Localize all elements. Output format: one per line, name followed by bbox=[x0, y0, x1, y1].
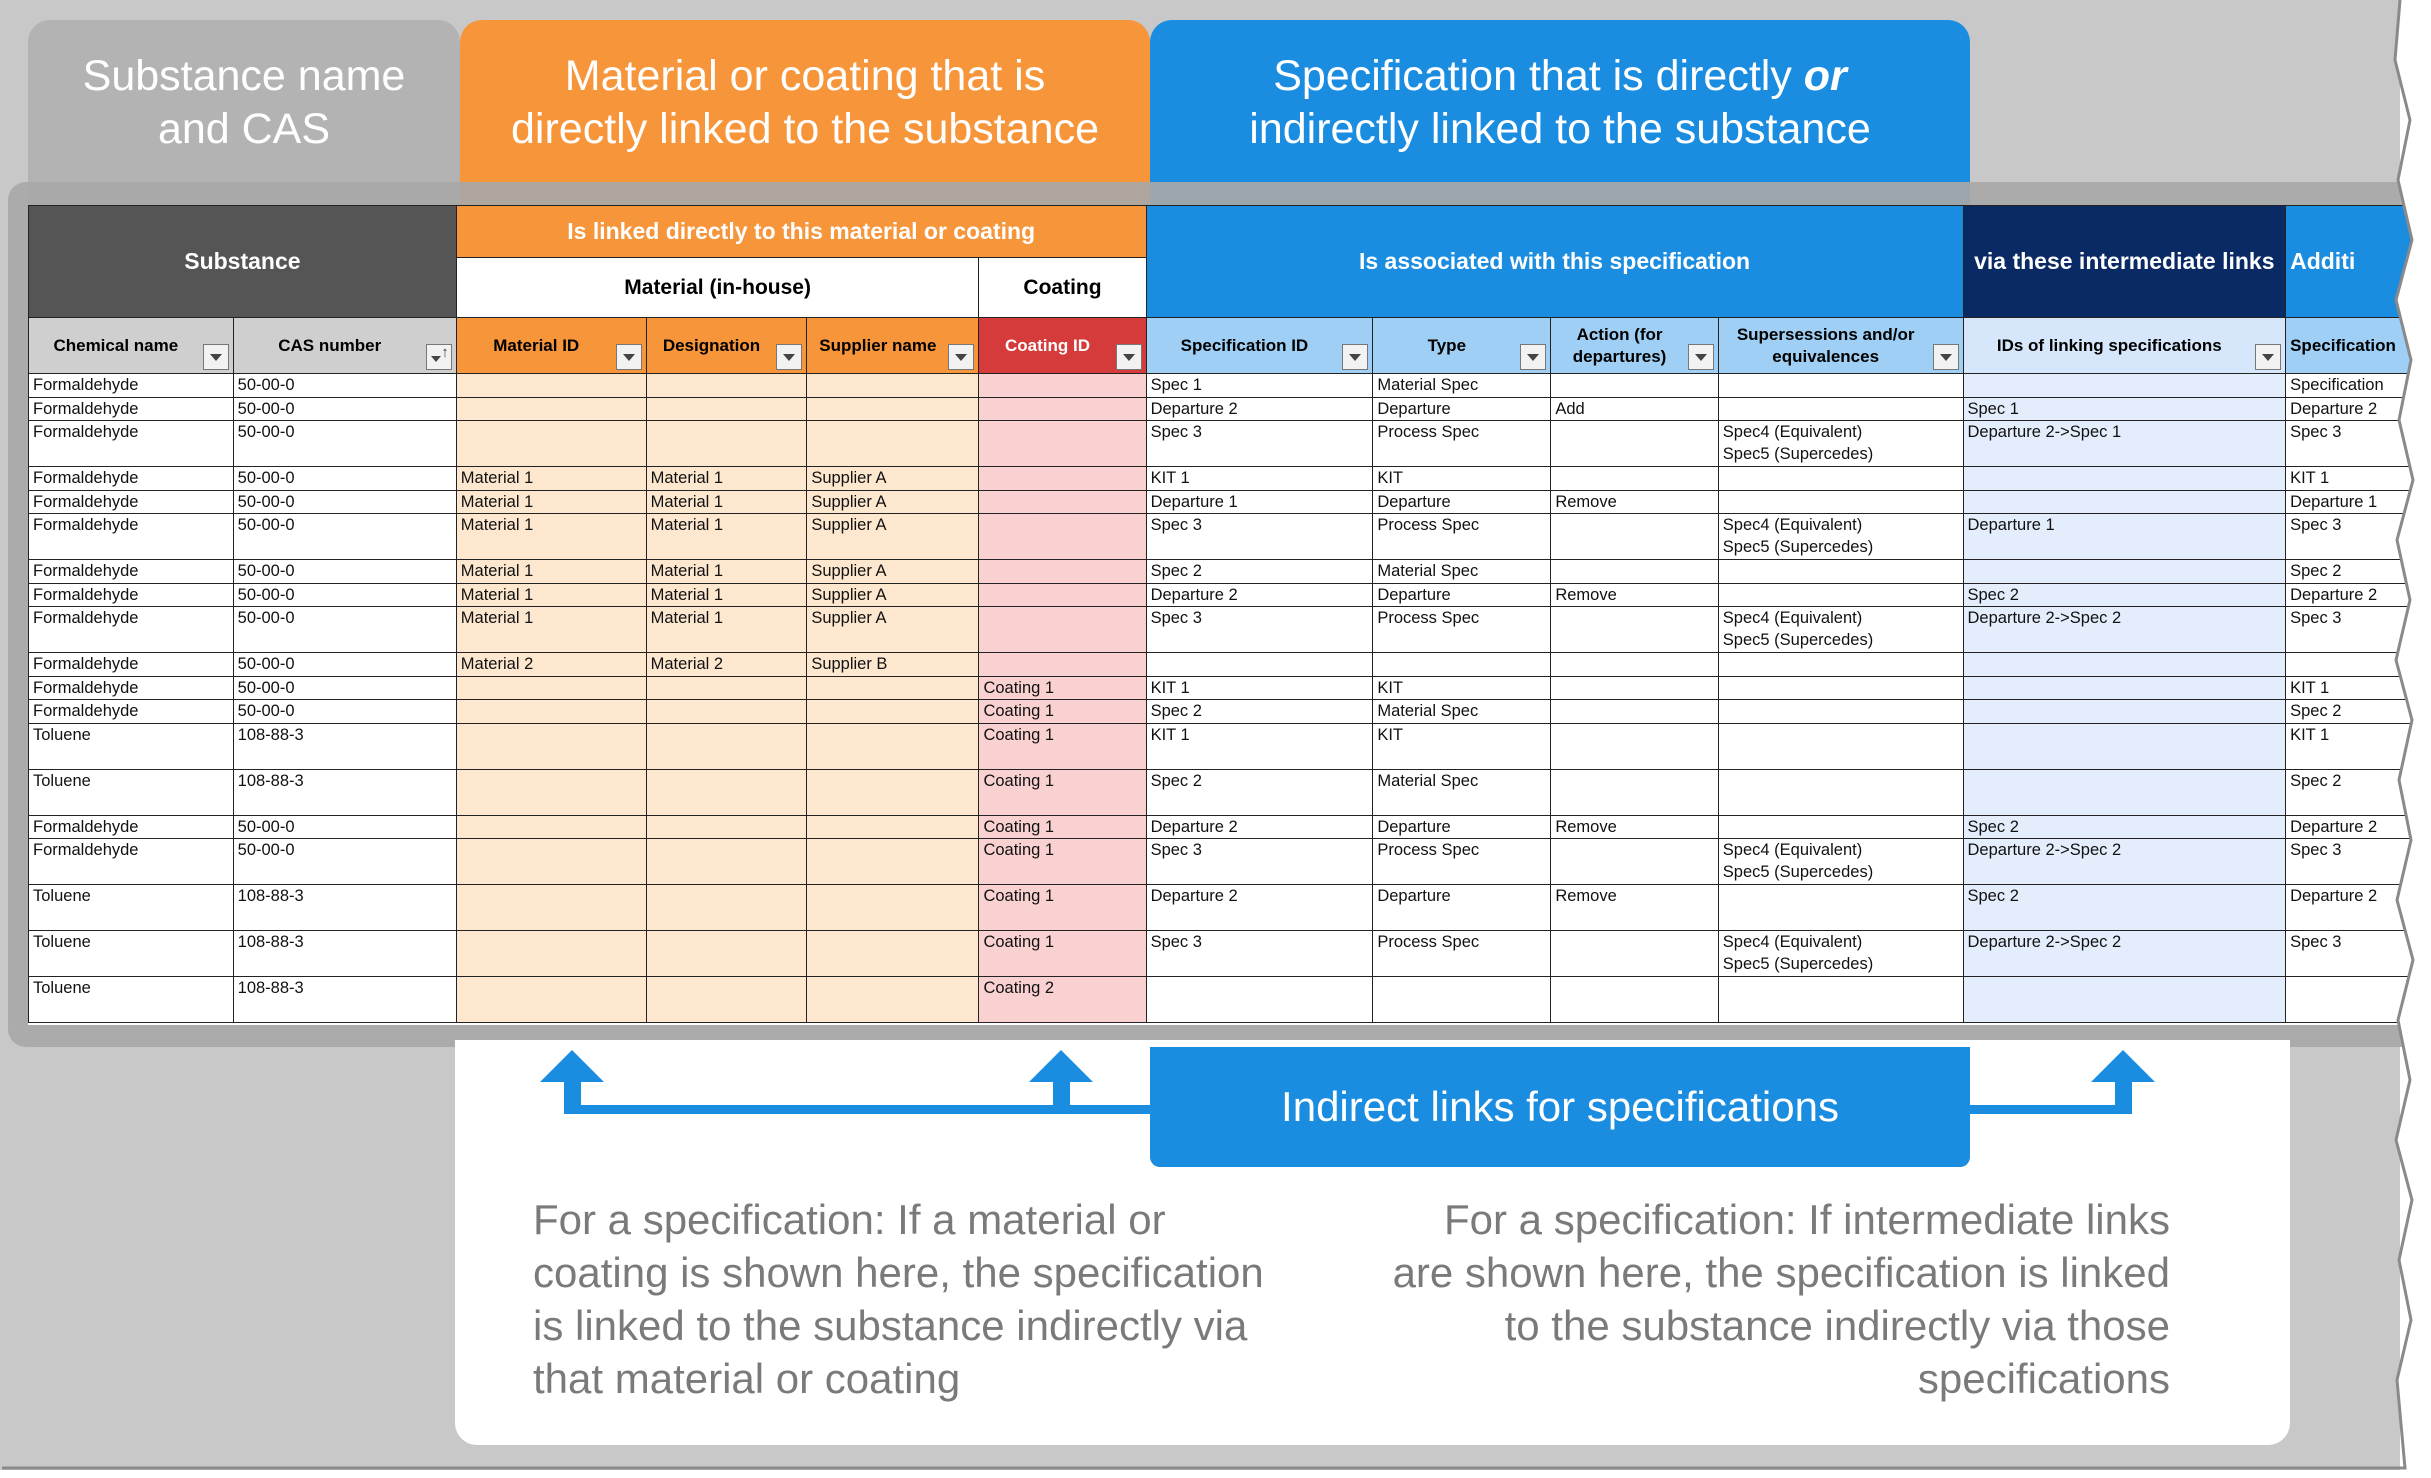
cell-action[interactable]: Remove bbox=[1551, 815, 1718, 839]
header-coating: Coating bbox=[979, 258, 1146, 318]
cell-cas-number[interactable]: 50-00-0 bbox=[233, 815, 456, 839]
header-additional: Additi bbox=[2286, 206, 2431, 318]
cell-designation[interactable]: Material 2 bbox=[646, 653, 807, 677]
supersession-line-2: Spec5 (Supercedes) bbox=[1722, 955, 1874, 973]
cell-specification-id[interactable]: Spec 1 bbox=[1146, 374, 1373, 398]
cell-type[interactable]: Material Spec bbox=[1373, 374, 1551, 398]
cell-chemical-name[interactable]: Formaldehyde bbox=[29, 815, 234, 839]
cell-action[interactable]: Remove bbox=[1551, 583, 1718, 607]
cell-additional-spec[interactable]: Departure 2 bbox=[2286, 885, 2431, 931]
cell-supplier-name[interactable]: Supplier A bbox=[807, 560, 979, 584]
cell-specification-id[interactable]: Spec 3 bbox=[1146, 839, 1373, 885]
supersession-line-1: Spec4 (Equivalent) bbox=[1722, 516, 1863, 534]
col-linking-ids-label: IDs of linking specifications bbox=[1996, 335, 2222, 355]
cell-cas-number[interactable]: 50-00-0 bbox=[233, 676, 456, 700]
cell-coating-id[interactable]: Coating 2 bbox=[979, 977, 1146, 1023]
cell-material-id[interactable]: Material 1 bbox=[456, 560, 646, 584]
cell-chemical-name[interactable]: Formaldehyde bbox=[29, 653, 234, 677]
cell-type[interactable]: Process Spec bbox=[1373, 839, 1551, 885]
cell-chemical-name[interactable]: Formaldehyde bbox=[29, 607, 234, 653]
cell-cas-number[interactable]: 108-88-3 bbox=[233, 769, 456, 815]
cell-chemical-name[interactable]: Formaldehyde bbox=[29, 397, 234, 421]
cell-material-id[interactable]: Material 2 bbox=[456, 653, 646, 677]
cell-linking-ids[interactable]: Spec 1 bbox=[1963, 397, 2286, 421]
col-coating-id-label: Coating ID bbox=[1005, 335, 1090, 355]
col-cas-number-label: CAS number bbox=[278, 335, 382, 355]
cell-chemical-name[interactable]: Formaldehyde bbox=[29, 700, 234, 724]
cell-coating-id[interactable]: Coating 1 bbox=[979, 676, 1146, 700]
cell-additional-spec[interactable]: Departure 2 bbox=[2286, 397, 2431, 421]
cell-coating-id[interactable]: Coating 1 bbox=[979, 723, 1146, 769]
cell-supplier-name[interactable]: Supplier A bbox=[807, 607, 979, 653]
cell-supplier-name[interactable]: Supplier B bbox=[807, 653, 979, 677]
banner-substance-text: Substance name and CAS bbox=[82, 52, 406, 153]
cell-action[interactable]: Remove bbox=[1551, 885, 1718, 931]
cell-type[interactable]: Process Spec bbox=[1373, 514, 1551, 560]
col-type-label: Type bbox=[1427, 335, 1467, 355]
cell-chemical-name[interactable]: Toluene bbox=[29, 723, 234, 769]
cell-cas-number[interactable]: 108-88-3 bbox=[233, 931, 456, 977]
cell-specification-id[interactable]: Spec 3 bbox=[1146, 607, 1373, 653]
cell-additional-spec[interactable]: Spec 3 bbox=[2286, 514, 2431, 560]
cell-additional-spec[interactable]: KIT 1 bbox=[2286, 467, 2431, 491]
cell-coating-id[interactable]: Coating 1 bbox=[979, 769, 1146, 815]
col-material-id-label: Material ID bbox=[493, 335, 580, 355]
cell-additional-spec[interactable]: Departure 2 bbox=[2286, 815, 2431, 839]
cell-linking-ids[interactable]: Departure 2->Spec 2 bbox=[1963, 607, 2286, 653]
supersession-line-1: Spec4 (Equivalent) bbox=[1722, 841, 1863, 859]
cell-type[interactable]: Departure bbox=[1373, 490, 1551, 514]
cell-coating-id[interactable]: Coating 1 bbox=[979, 885, 1146, 931]
cell-chemical-name[interactable]: Formaldehyde bbox=[29, 676, 234, 700]
cell-chemical-name[interactable]: Formaldehyde bbox=[29, 467, 234, 491]
cell-chemical-name[interactable]: Formaldehyde bbox=[29, 421, 234, 467]
header-intermediate-links: via these intermediate links bbox=[1963, 206, 2286, 318]
cell-type[interactable]: Process Spec bbox=[1373, 931, 1551, 977]
cell-cas-number[interactable]: 50-00-0 bbox=[233, 397, 456, 421]
header-material-inhouse: Material (in-house) bbox=[456, 258, 979, 318]
cell-cas-number[interactable]: 50-00-0 bbox=[233, 583, 456, 607]
cell-type[interactable]: KIT bbox=[1373, 676, 1551, 700]
cell-chemical-name[interactable]: Formaldehyde bbox=[29, 839, 234, 885]
cell-additional-spec[interactable]: Spec 3 bbox=[2286, 931, 2431, 977]
cell-specification-id[interactable]: KIT 1 bbox=[1146, 467, 1373, 491]
header-associated-spec: Is associated with this specification bbox=[1146, 206, 1963, 318]
cell-specification-id[interactable]: Spec 2 bbox=[1146, 700, 1373, 724]
cell-type[interactable]: Material Spec bbox=[1373, 769, 1551, 815]
cell-supplier-name[interactable]: Supplier A bbox=[807, 467, 979, 491]
indirect-links-label: Indirect links for specifications bbox=[1150, 1047, 1970, 1167]
cell-coating-id[interactable]: Coating 1 bbox=[979, 700, 1146, 724]
cell-designation[interactable]: Material 1 bbox=[646, 560, 807, 584]
cell-linking-ids[interactable]: Spec 2 bbox=[1963, 815, 2286, 839]
cell-specification-id[interactable]: Spec 3 bbox=[1146, 421, 1373, 467]
header-linked-material: Is linked directly to this material or coating bbox=[456, 206, 1146, 258]
cell-specification-id[interactable]: Spec 3 bbox=[1146, 514, 1373, 560]
col-chemical-name-label: Chemical name bbox=[53, 335, 179, 355]
cell-specification-id[interactable]: KIT 1 bbox=[1146, 723, 1373, 769]
cell-type[interactable]: Process Spec bbox=[1373, 421, 1551, 467]
supersession-line-1: Spec4 (Equivalent) bbox=[1722, 933, 1863, 951]
col-additional-spec-label: Specification bbox=[2290, 335, 2396, 355]
cell-material-id[interactable]: Material 1 bbox=[456, 607, 646, 653]
cell-designation[interactable]: Material 1 bbox=[646, 583, 807, 607]
note-right: For a specification: If intermediate links are shown here, the specification is linked to the substance indirectly via those specifications bbox=[1392, 1196, 2170, 1402]
cell-designation[interactable]: Material 1 bbox=[646, 490, 807, 514]
cell-additional-spec[interactable]: Spec 2 bbox=[2286, 769, 2431, 815]
cell-specification-id[interactable]: Departure 2 bbox=[1146, 815, 1373, 839]
cell-type[interactable]: Departure bbox=[1373, 397, 1551, 421]
cell-cas-number[interactable]: 50-00-0 bbox=[233, 839, 456, 885]
cell-cas-number[interactable]: 50-00-0 bbox=[233, 374, 456, 398]
cell-specification-id[interactable]: Spec 2 bbox=[1146, 769, 1373, 815]
cell-specification-id[interactable]: Spec 3 bbox=[1146, 931, 1373, 977]
supersession-line-2: Spec5 (Supercedes) bbox=[1722, 538, 1874, 556]
cell-type[interactable]: Material Spec bbox=[1373, 700, 1551, 724]
cell-additional-spec[interactable]: Spec 3 bbox=[2286, 421, 2431, 467]
cell-type[interactable]: Process Spec bbox=[1373, 607, 1551, 653]
cell-designation[interactable]: Material 1 bbox=[646, 607, 807, 653]
cell-chemical-name[interactable]: Formaldehyde bbox=[29, 490, 234, 514]
cell-type[interactable]: KIT bbox=[1373, 467, 1551, 491]
cell-supplier-name[interactable]: Supplier A bbox=[807, 490, 979, 514]
cell-type[interactable]: KIT bbox=[1373, 723, 1551, 769]
banner-spec-post: indirectly linked to the substance bbox=[1249, 105, 1871, 153]
col-supersessions-label: Supersessions and/or equivalences bbox=[1736, 324, 1915, 366]
supersession-line-2: Spec5 (Supercedes) bbox=[1722, 445, 1874, 463]
banner-spec-pre: Specification that is directly bbox=[1273, 52, 1804, 100]
cell-chemical-name[interactable]: Formaldehyde bbox=[29, 583, 234, 607]
cell-specification-id[interactable]: Departure 2 bbox=[1146, 583, 1373, 607]
banner-material-text: Material or coating that is directly linked to the substance bbox=[511, 52, 1099, 153]
cell-chemical-name[interactable]: Formaldehyde bbox=[29, 514, 234, 560]
cell-cas-number[interactable]: 50-00-0 bbox=[233, 653, 456, 677]
cell-linking-ids[interactable]: Departure 2->Spec 2 bbox=[1963, 931, 2286, 977]
supersession-line-1: Spec4 (Equivalent) bbox=[1722, 609, 1863, 627]
cell-additional-spec[interactable]: KIT 1 bbox=[2286, 676, 2431, 700]
cell-material-id[interactable]: Material 1 bbox=[456, 490, 646, 514]
supersession-line-2: Spec5 (Supercedes) bbox=[1722, 631, 1874, 649]
cell-supplier-name[interactable]: Supplier A bbox=[807, 583, 979, 607]
cell-chemical-name[interactable]: Formaldehyde bbox=[29, 374, 234, 398]
cell-specification-id[interactable]: KIT 1 bbox=[1146, 676, 1373, 700]
cell-additional-spec[interactable]: Departure 2 bbox=[2286, 583, 2431, 607]
cell-additional-spec[interactable]: Departure 1 bbox=[2286, 490, 2431, 514]
cell-designation[interactable]: Material 1 bbox=[646, 514, 807, 560]
cell-material-id[interactable]: Material 1 bbox=[456, 583, 646, 607]
cell-type[interactable]: Departure bbox=[1373, 583, 1551, 607]
cell-cas-number[interactable]: 50-00-0 bbox=[233, 560, 456, 584]
cell-cas-number[interactable]: 50-00-0 bbox=[233, 607, 456, 653]
supersession-line-1: Spec4 (Equivalent) bbox=[1722, 423, 1863, 441]
cell-cas-number[interactable]: 50-00-0 bbox=[233, 490, 456, 514]
banner-spec-or: or bbox=[1803, 52, 1847, 100]
cell-action[interactable]: Remove bbox=[1551, 490, 1718, 514]
cell-linking-ids[interactable]: Departure 1 bbox=[1963, 514, 2286, 560]
cell-material-id[interactable]: Material 1 bbox=[456, 467, 646, 491]
cell-additional-spec[interactable]: Spec 2 bbox=[2286, 700, 2431, 724]
cell-designation[interactable]: Material 1 bbox=[646, 467, 807, 491]
cell-cas-number[interactable]: 50-00-0 bbox=[233, 700, 456, 724]
cell-cas-number[interactable]: 50-00-0 bbox=[233, 467, 456, 491]
col-action-label: Action (for departures) bbox=[1572, 324, 1667, 366]
cell-chemical-name[interactable]: Toluene bbox=[29, 977, 234, 1023]
cell-cas-number[interactable]: 50-00-0 bbox=[233, 514, 456, 560]
cell-linking-ids[interactable]: Departure 2->Spec 1 bbox=[1963, 421, 2286, 467]
cell-additional-spec[interactable]: Spec 2 bbox=[2286, 560, 2431, 584]
cell-type[interactable]: Departure bbox=[1373, 815, 1551, 839]
cell-additional-spec[interactable]: KIT 1 bbox=[2286, 723, 2431, 769]
cell-specification-id[interactable]: Departure 2 bbox=[1146, 397, 1373, 421]
cell-type[interactable]: Departure bbox=[1373, 885, 1551, 931]
supersession-line-2: Spec5 (Supercedes) bbox=[1722, 863, 1874, 881]
col-designation-label: Designation bbox=[662, 335, 761, 355]
cell-chemical-name[interactable]: Toluene bbox=[29, 769, 234, 815]
cell-supplier-name[interactable]: Supplier A bbox=[807, 514, 979, 560]
cell-cas-number[interactable]: 108-88-3 bbox=[233, 885, 456, 931]
cell-additional-spec[interactable]: Specification bbox=[2286, 374, 2431, 398]
cell-cas-number[interactable]: 50-00-0 bbox=[233, 421, 456, 467]
col-specification-id-label: Specification ID bbox=[1180, 335, 1309, 355]
cell-specification-id[interactable]: Departure 2 bbox=[1146, 885, 1373, 931]
col-supplier-name-label: Supplier name bbox=[819, 335, 937, 355]
cell-specification-id[interactable]: Departure 1 bbox=[1146, 490, 1373, 514]
cell-chemical-name[interactable]: Toluene bbox=[29, 885, 234, 931]
header-substance: Substance bbox=[29, 206, 457, 318]
cell-specification-id[interactable]: Spec 2 bbox=[1146, 560, 1373, 584]
note-left: For a specification: If a material or coating is shown here, the specification is linked to the substance indirectly via that material or coating bbox=[533, 1196, 1264, 1402]
cell-cas-number[interactable]: 108-88-3 bbox=[233, 723, 456, 769]
cell-additional-spec[interactable]: Spec 3 bbox=[2286, 839, 2431, 885]
cell-linking-ids[interactable]: Departure 2->Spec 2 bbox=[1963, 839, 2286, 885]
cell-chemical-name[interactable]: Formaldehyde bbox=[29, 560, 234, 584]
cell-coating-id[interactable]: Coating 1 bbox=[979, 815, 1146, 839]
cell-action[interactable]: Add bbox=[1551, 397, 1718, 421]
cell-coating-id[interactable]: Coating 1 bbox=[979, 839, 1146, 885]
cell-material-id[interactable]: Material 1 bbox=[456, 514, 646, 560]
cell-additional-spec[interactable]: Spec 3 bbox=[2286, 607, 2431, 653]
cell-linking-ids[interactable]: Spec 2 bbox=[1963, 885, 2286, 931]
cell-coating-id[interactable]: Coating 1 bbox=[979, 931, 1146, 977]
cell-chemical-name[interactable]: Toluene bbox=[29, 931, 234, 977]
cell-linking-ids[interactable]: Spec 2 bbox=[1963, 583, 2286, 607]
cell-cas-number[interactable]: 108-88-3 bbox=[233, 977, 456, 1023]
cell-type[interactable]: Material Spec bbox=[1373, 560, 1551, 584]
